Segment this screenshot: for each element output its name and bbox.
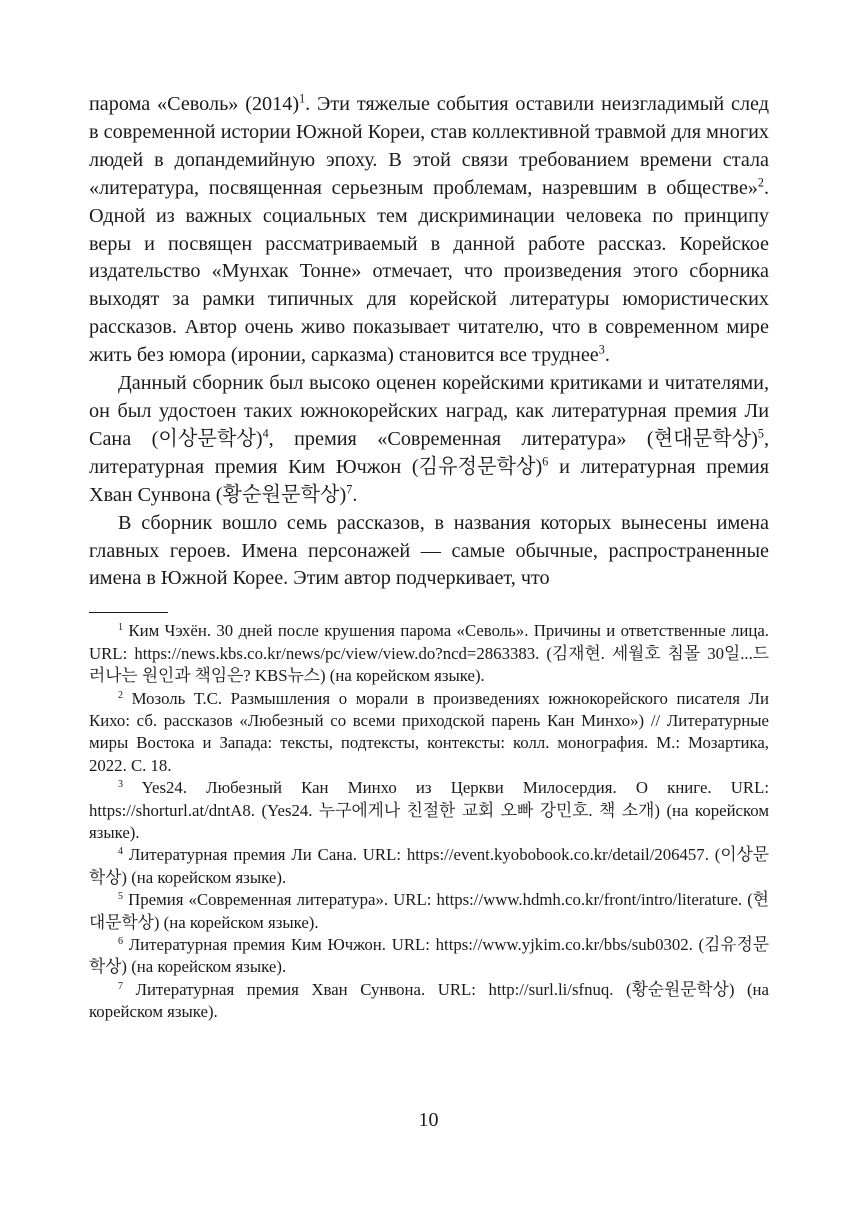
text-run: . [352, 483, 358, 506]
footnote [89, 620, 769, 687]
footnote-number: 4 [118, 846, 124, 858]
text-run: парома «Севоль» (2014) [89, 93, 300, 115]
footnote [89, 844, 769, 889]
text-run: , премия «Современная литература» (현대문학상) [268, 427, 758, 450]
footnote-number: 2 [118, 689, 124, 701]
footnote-separator [89, 612, 168, 613]
footnote-number: 5 [118, 891, 124, 903]
page-number: 10 [418, 1109, 439, 1131]
footnote-text: Литературная премия Ли Сана. URL: https://event.kyobobook.co.kr/detail/206457. (이상문학상) (на корейском языке). [89, 845, 769, 887]
footnote-ref: 7 [346, 482, 353, 497]
footnote-ref: 3 [598, 342, 605, 357]
footnote-ref: 6 [542, 454, 549, 469]
footnote-text: Премия «Современная литература». URL: https://www.hdmh.co.kr/front/intro/literature. (현대문학상) (на корейском языке). [89, 890, 769, 932]
footnote-ref: 1 [299, 91, 306, 106]
footnote-number: 7 [118, 980, 124, 992]
footnote-ref: 2 [757, 175, 764, 190]
footnote-number: 3 [118, 779, 124, 791]
footnote-text: Ким Чэхён. 30 дней после крушения парома «Севоль». Причины и ответственные лица. URL: https://news.kbs.co.kr/news/pc/view/view.do?ncd=2863383. (김재현. 세월호 침몰 30일...드러나는 원인과 책임은? KBS뉴스) (на корейском языке). [89, 621, 769, 686]
text-run: . [604, 344, 610, 367]
footnote-number: 1 [118, 622, 124, 634]
footnote-text: Мозоль Т.С. Размышления о морали в произведениях южнокорейского писателя Ли Кихо: сб. рассказов «Любезный со всеми приходской парень Кан Минхо») // Литературные миры Востока и Запада: тексты, подтексты, контексты: колл. монография. М.: Мозартика, 2022. С. 18. [89, 688, 769, 775]
footnote [89, 979, 769, 1024]
footnote-ref: 4 [262, 426, 269, 441]
text-run: , литературная премия Ким Ючжон (김유정문학상) [89, 427, 769, 478]
paragraph-3 [89, 510, 769, 594]
footnote-number: 6 [118, 935, 124, 947]
footnote-ref: 5 [757, 426, 764, 441]
text-run: Данный сборник был высоко оценен корейскими критиками и читателями, он был удостоен таких южнокорейских наград, как литературная премия Ли Сана (이상문학상) [89, 372, 769, 450]
footnote-text: Литературная премия Ким Ючжон. URL: https://www.yjkim.co.kr/bbs/sub0302. (김유정문학상) (на корейском языке). [89, 935, 769, 977]
text-run: и литературная премия Хван Сунвона (황순원문학상) [89, 455, 769, 506]
page-content [89, 91, 769, 1024]
text-run: . Одной из важных социальных тем дискриминации человека по принципу веры и посвящен рассматриваемый в данной работе рассказ. Корейское издательство «Мунхак Тонне» отмечает, что произведения этого сборника выходят за рамки типичных для корейской литературы юмористических рассказов. Автор очень живо показывает читателю, что в современном мире жить без юмора (иронии, сарказма) становится все труднее [89, 176, 769, 367]
text-run: . Эти тяжелые события оставили неизгладимый след в современной истории Южной Кореи, став коллективной травмой для многих людей в допандемийную эпоху. В этой связи требованием времени стала «литература, посвященная серьезным проблемам, назревшим в обществе» [89, 93, 769, 199]
body-text [89, 91, 769, 593]
footnote-text: Yes24. Любезный Кан Минхо из Церкви Милосердия. О книге. URL: https://shorturl.at/dntA8. (Yes24. 누구에게나 친절한 교회 오빠 강민호. 책 소개) (на корейском языке). [89, 778, 769, 842]
footnote [89, 688, 769, 778]
paragraph-2 [89, 370, 769, 510]
footnote [89, 889, 769, 934]
footnote-text: Литературная премия Хван Сунвона. URL: http://surl.li/sfnuq. (황순원문학상) (на корейском языке). [89, 979, 769, 1022]
footnotes [89, 620, 769, 1023]
paragraph-1 [89, 91, 769, 370]
text-run: В сборник вошло семь рассказов, в названия которых вынесены имена главных героев. Имена персонажей — самые обычные, распространенные имена в Южной Корее. Этим автор подчеркивает, что [89, 511, 769, 590]
footnote [89, 777, 769, 844]
footnote [89, 934, 769, 979]
